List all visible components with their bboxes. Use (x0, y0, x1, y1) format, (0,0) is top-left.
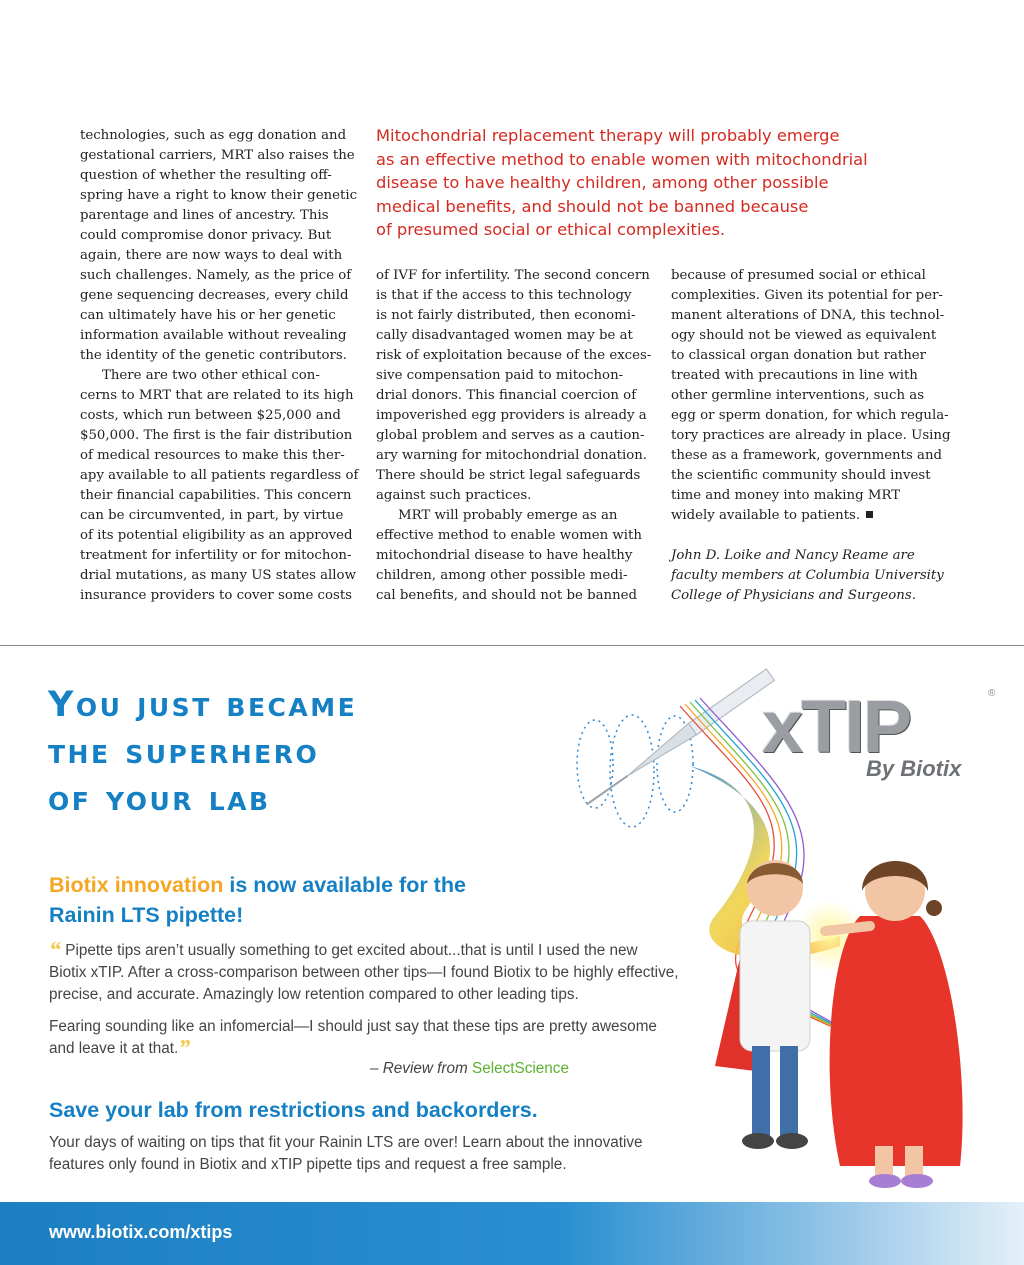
text-line: is not fairly distributed, then economi- (376, 308, 636, 323)
subhead-highlight: Biotix innovation (49, 873, 224, 897)
text-line: treatment for infertility or for mitochon- (80, 548, 352, 563)
text-line: can be circumvented, in part, by virtue (80, 508, 344, 523)
quote-line: precise, and accurate. Amazingly low retention compared to other leading tips. (49, 986, 579, 1003)
text-line: children, among other possible medi- (376, 568, 628, 583)
text-line-text: widely available to patients. (671, 508, 861, 523)
text-line: such challenges. Namely, as the price of (80, 268, 352, 283)
ad-subhead (49, 870, 466, 930)
text-line: the scientific community should invest (671, 468, 931, 483)
testimonial-quote (49, 940, 678, 1060)
text-line: ogy should not be viewed as equivalent (671, 328, 937, 343)
text-line: again, there are now ways to deal with (80, 248, 343, 263)
save-heading: Save your lab from restrictions and backorders. (49, 1098, 538, 1122)
text-line: parentage and lines of ancestry. This (80, 208, 329, 223)
text-line: could compromise donor privacy. But (80, 228, 332, 243)
text-line: sive compensation paid to mitochon- (376, 368, 624, 383)
close-quote-mark: ” (178, 1036, 191, 1062)
text-line: complexities. Given its potential for per- (671, 288, 943, 303)
text-line: effective method to enable women with (376, 528, 642, 543)
text-line: because of presumed social or ethical (671, 268, 926, 283)
quote-line: Biotix xTIP. After a cross-comparison between other tips—I found Biotix to be highly effective, (49, 964, 679, 981)
end-of-article-mark (866, 511, 873, 518)
text-line: information available without revealing (80, 328, 347, 343)
text-line: mitochondrial disease to have healthy (376, 548, 633, 563)
text-line: $50,000. The first is the fair distribution (80, 428, 353, 443)
review-attribution (370, 1060, 569, 1078)
text-line: spring have a right to know their genetic (80, 188, 358, 203)
text-line: cal benefits, and should not be banned (376, 588, 638, 603)
text-line: There should be strict legal safeguards (376, 468, 641, 483)
text-line: technologies, such as egg donation and (80, 128, 347, 143)
text-line: against such practices. (376, 488, 532, 503)
text-line: risk of exploitation because of the exces- (376, 348, 652, 363)
text-line: of IVF for infertility. The second concern (376, 268, 650, 283)
text-line: the identity of the genetic contributors. (80, 348, 347, 363)
text-line: to classical organ donation but rather (671, 348, 927, 363)
text-line: treated with precautions in line with (671, 368, 918, 383)
text-line: of its potential eligibility as an approved (80, 528, 353, 543)
text-line: egg or sperm donation, for which regula- (671, 408, 949, 423)
text-line: can ultimately have his or her genetic (80, 308, 336, 323)
text-line: drial donors. This financial coercion of (376, 388, 637, 403)
registered-mark: ® (988, 688, 996, 699)
subhead-line-1 (49, 870, 466, 900)
text-line: MRT will probably emerge as an (398, 508, 618, 523)
text-line: global problem and serves as a caution- (376, 428, 645, 443)
text-line: gene sequencing decreases, every child (80, 288, 349, 303)
pull-quote-line: Mitochondrial replacement therapy will probably emerge (376, 126, 840, 145)
text-line: these as a framework, governments and (671, 448, 943, 463)
save-body (49, 1132, 643, 1176)
author-bio-line: College of Physicians and Surgeons. (671, 588, 916, 603)
author-bio-line: John D. Loike and Nancy Reame are (671, 548, 915, 563)
body-line: features only found in Biotix and xTIP pipette tips and request a free sample. (49, 1156, 567, 1173)
text-line: cally disadvantaged women may be at (376, 328, 633, 343)
author-bio-line: faculty members at Columbia University (671, 568, 944, 583)
quote-line (49, 940, 678, 962)
subhead-line-2: Rainin LTS pipette! (49, 903, 244, 927)
text-line: their financial capabilities. This concern (80, 488, 352, 503)
spacer (671, 526, 951, 546)
pull-quote-line: as an effective method to enable women with mitochondrial (376, 149, 868, 169)
headline-line: of your lab (48, 779, 271, 819)
text-line: is that if the access to this technology (376, 288, 632, 303)
article-column-3 (671, 266, 951, 606)
xtip-logo (762, 685, 1002, 790)
text-line: costs, which run between $25,000 and (80, 408, 341, 423)
quote-line (49, 1038, 678, 1060)
text-line: impoverished egg providers is already a (376, 408, 647, 423)
biotix-advertisement (0, 646, 1024, 1265)
pull-quote-line: disease to have healthy children, among other possible (376, 173, 829, 192)
text-line: cerns to MRT that are related to its high (80, 388, 354, 403)
text-line: tory practices are already in place. Using (671, 428, 951, 443)
text-line: apy available to all patients regardless of (80, 468, 359, 483)
logo-byline: By Biotix (866, 756, 962, 781)
quote-line: Fearing sounding like an infomercial—I should just say that these tips are pretty awesome (49, 1018, 657, 1035)
text-line: drial mutations, as many US states allow (80, 568, 356, 583)
article-column-1 (80, 126, 360, 606)
selectscience-select: Select (472, 1060, 515, 1077)
selectscience-science: Science (514, 1060, 569, 1077)
text-line: insurance providers to cover some costs (80, 588, 352, 603)
open-quote-mark: “ (49, 938, 61, 964)
article-column-2 (376, 266, 656, 606)
text-line: of medical resources to make this ther- (80, 448, 345, 463)
pipette-tip (582, 669, 774, 810)
text-line: time and money into making MRT (671, 488, 901, 503)
logo-wordmark: xTIP (762, 685, 911, 768)
ad-headline (48, 682, 357, 823)
text-line: other germline interventions, such as (671, 388, 925, 403)
quote-text: Pipette tips aren’t usually something to get excited about...that is until I used the new (65, 942, 638, 959)
text-line: gestational carriers, MRT also raises the (80, 148, 355, 163)
text-line: manent alterations of DNA, this technol- (671, 308, 945, 323)
ad-footer-bar (0, 1202, 1024, 1265)
text-line: There are two other ethical con- (102, 368, 320, 383)
pull-quote-line: of presumed social or ethical complexities. (376, 220, 726, 239)
headline-line: the superhero (48, 732, 320, 772)
text-line: question of whether the resulting off- (80, 168, 332, 183)
attribution-prefix: – Review from (370, 1060, 473, 1077)
text-line-last (671, 506, 951, 526)
quote-text: and leave it at that. (49, 1040, 179, 1057)
website-link[interactable]: www.biotix.com/xtips (49, 1222, 233, 1242)
text-line: ary warning for mitochondrial donation. (376, 448, 648, 463)
body-line: Your days of waiting on tips that fit your Rainin LTS are over! Learn about the innovative (49, 1134, 643, 1151)
headline-line: You just became (48, 685, 358, 725)
pull-quote-line: medical benefits, and should not be banned because (376, 196, 809, 216)
subhead-text: is now available for the (223, 873, 466, 897)
pull-quote (376, 124, 956, 242)
